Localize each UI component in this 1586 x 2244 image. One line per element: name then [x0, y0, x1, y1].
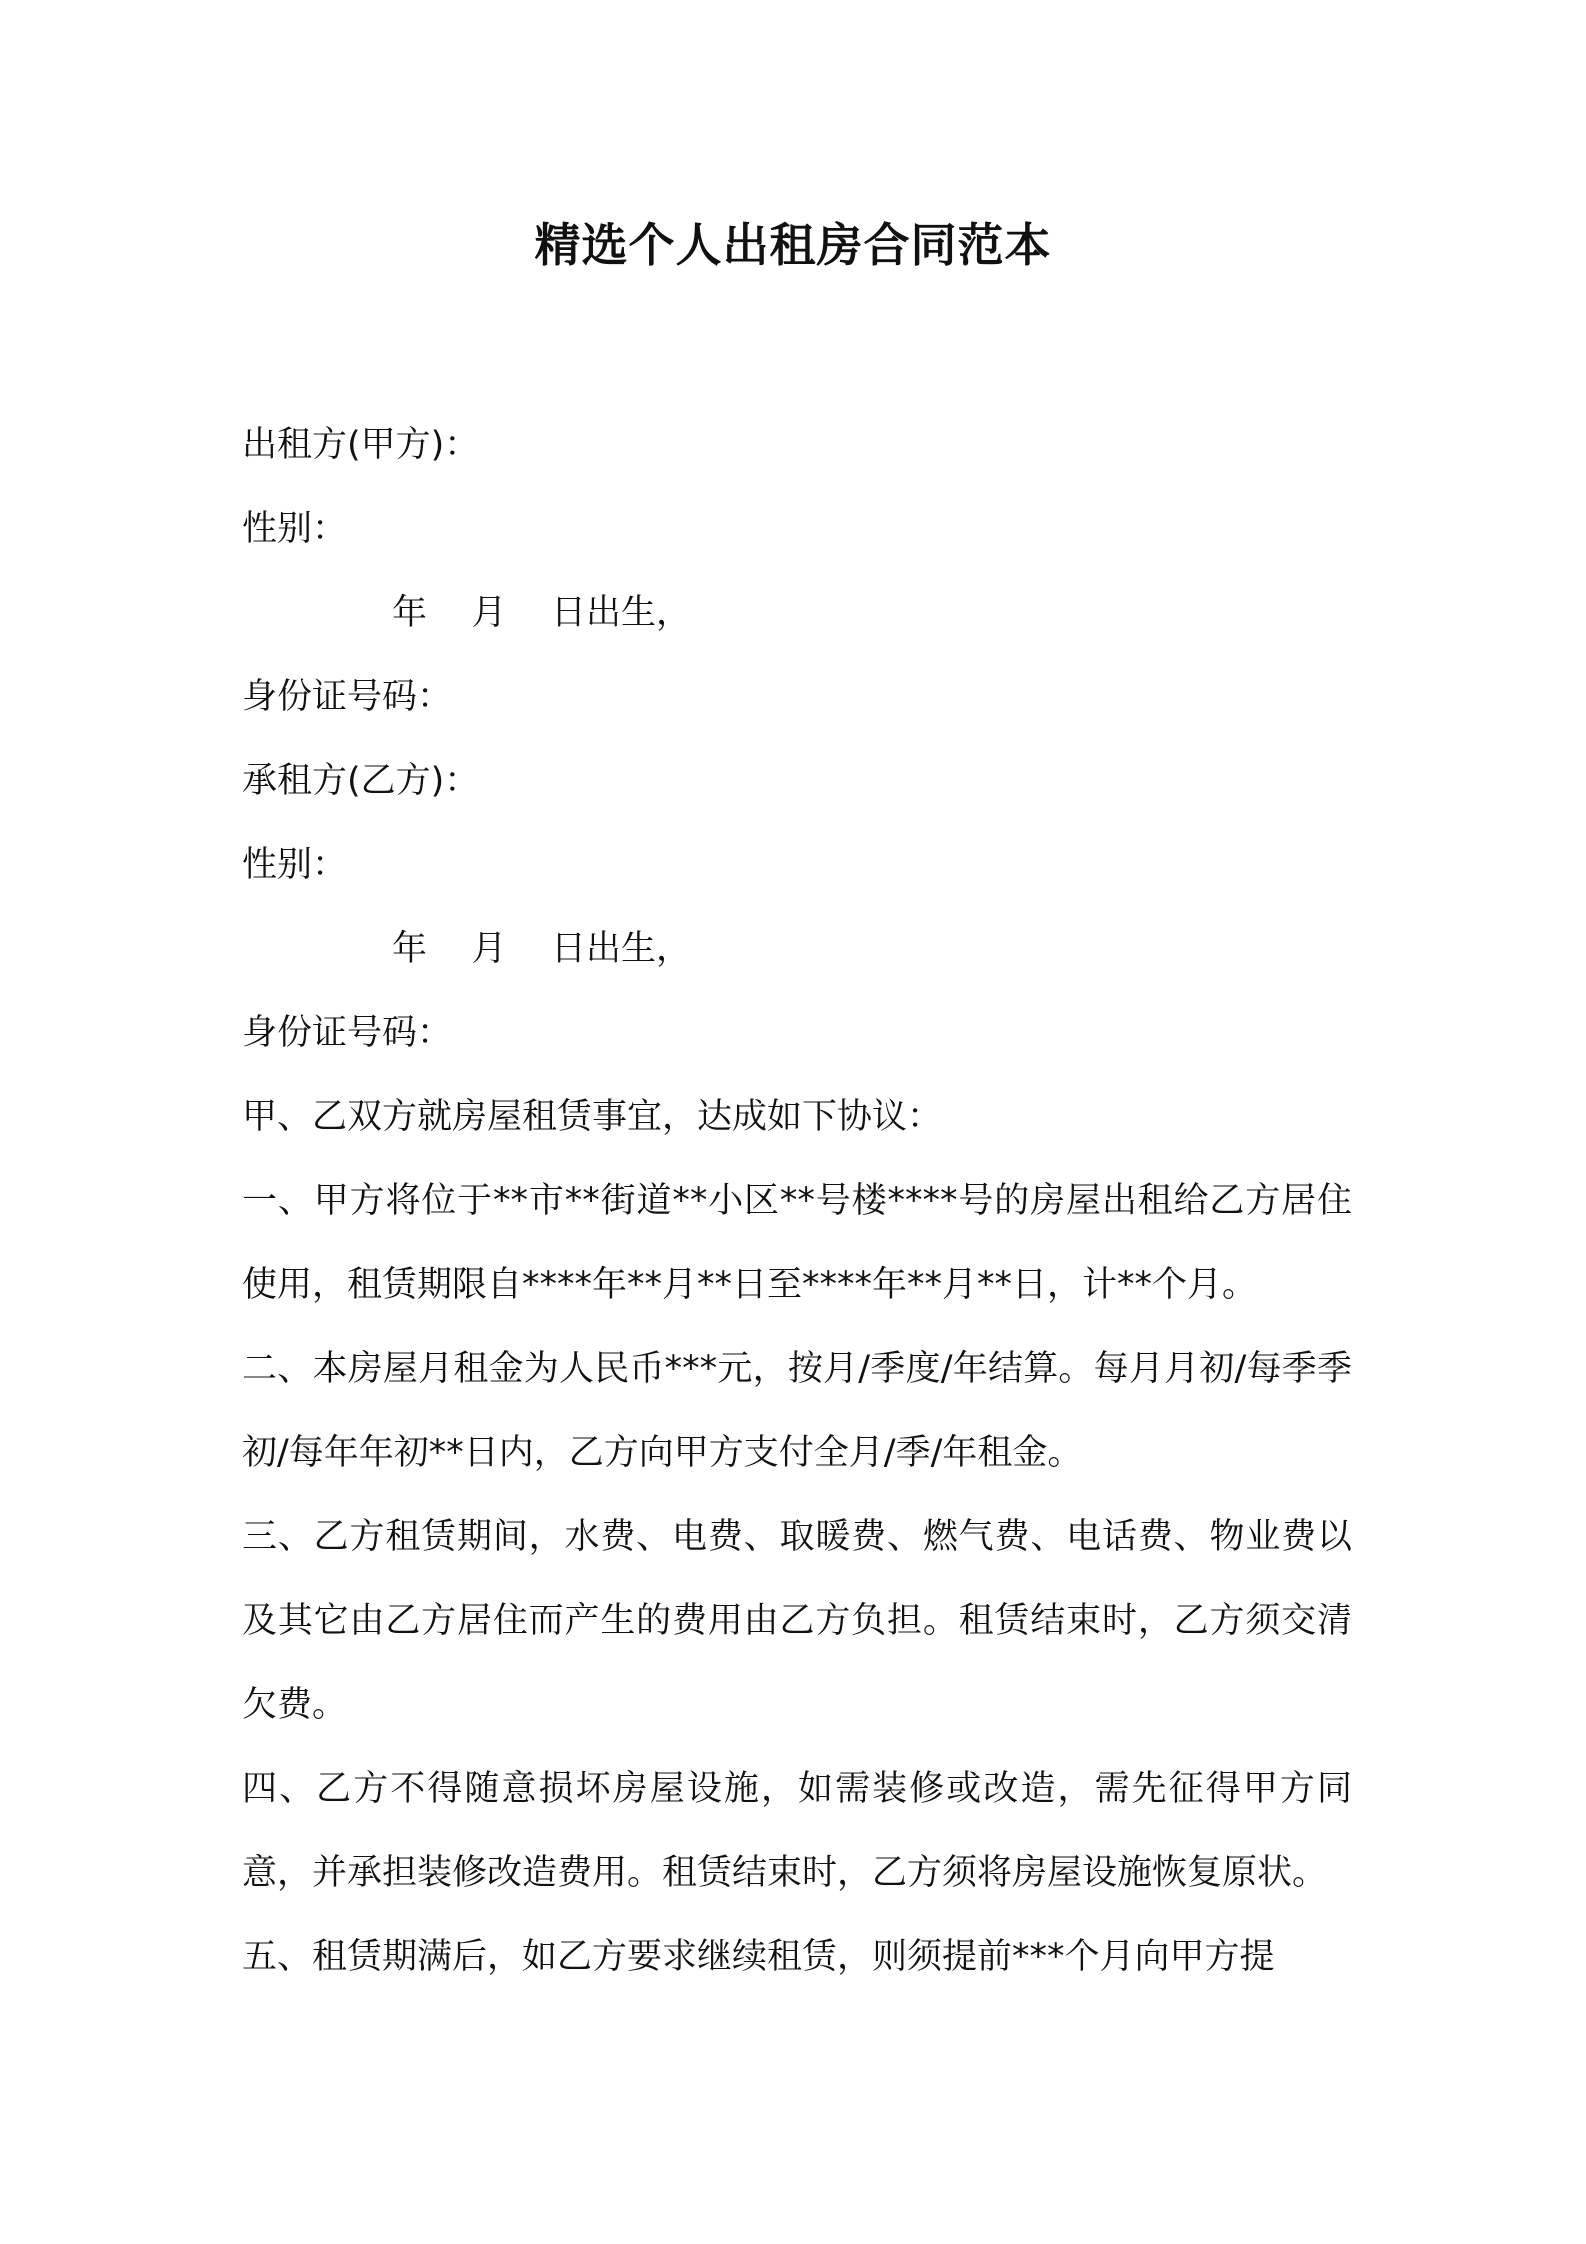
- clause-2: 二、本房屋月租金为人民币***元，按月/季度/年结算。每月月初/每季季初/每年年初**日内，乙方向甲方支付全月/季/年租金。: [242, 1349, 1352, 1473]
- clause-1: 一、甲方将位于**市**街道**小区**号楼****号的房屋出租给乙方居住使用，租赁期限自****年**月**日至****年**月**日，计**个月。: [242, 1181, 1352, 1305]
- lessor-id-label: 身份证号码：: [242, 677, 453, 717]
- lessor-gender-label: 性别：: [242, 509, 348, 549]
- clause-5: 五、租赁期满后，如乙方要求继续租赁，则须提前***个月向甲方提: [242, 1937, 1275, 1977]
- document-body: [242, 403, 1352, 1999]
- lessor-birth-line: 年 月 日出生，: [392, 593, 692, 633]
- document-title: 精选个人出租房合同范本: [534, 218, 1052, 272]
- lessee-gender-label: 性别：: [242, 845, 348, 885]
- lessor-label: 出租方(甲方)：: [242, 425, 480, 465]
- lessee-birth-line: 年 月 日出生，: [392, 929, 692, 969]
- agreement-intro: 甲、乙双方就房屋租赁事宜，达成如下协议：: [242, 1097, 943, 1137]
- clause-3: 三、乙方租赁期间，水费、电费、取暖费、燃气费、电话费、物业费以及其它由乙方居住而产生的费用由乙方负担。租赁结束时，乙方须交清欠费。: [242, 1517, 1352, 1725]
- clause-4: 四、乙方不得随意损坏房屋设施，如需装修或改造，需先征得甲方同意，并承担装修改造费用。租赁结束时，乙方须将房屋设施恢复原状。: [242, 1769, 1352, 1893]
- lessee-id-label: 身份证号码：: [242, 1013, 453, 1053]
- lessee-label: 承租方(乙方)：: [242, 761, 480, 801]
